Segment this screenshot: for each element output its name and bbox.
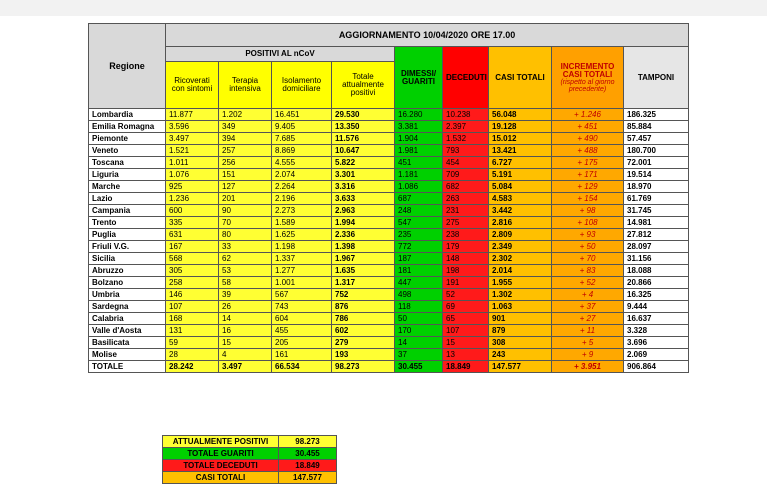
cell-dimessi: 1.181 bbox=[395, 169, 443, 181]
cell-terapia: 257 bbox=[219, 145, 272, 157]
table-row bbox=[89, 157, 689, 169]
cell-incremento: + 9 bbox=[552, 349, 624, 361]
cell-incremento: + 52 bbox=[552, 277, 624, 289]
table-row bbox=[89, 277, 689, 289]
cell-totale-positivi: 2.963 bbox=[332, 205, 395, 217]
cell-tamponi: 180.700 bbox=[624, 145, 689, 157]
cell-deceduti: 231 bbox=[443, 205, 489, 217]
cell-terapia: 394 bbox=[219, 133, 272, 145]
cell-totale-positivi: 786 bbox=[332, 313, 395, 325]
cell-terapia: 256 bbox=[219, 157, 272, 169]
cell-ricoverati: 131 bbox=[166, 325, 219, 337]
cell-tamponi: 31.156 bbox=[624, 253, 689, 265]
cell-incremento: + 70 bbox=[552, 253, 624, 265]
cell-isolamento: 161 bbox=[272, 349, 332, 361]
header-terapia: Terapia intensiva bbox=[219, 62, 272, 109]
cell-casi-totali: 3.442 bbox=[489, 205, 552, 217]
table-row bbox=[89, 301, 689, 313]
cell-isolamento: 205 bbox=[272, 337, 332, 349]
cell-totale-positivi: 10.647 bbox=[332, 145, 395, 157]
cell-deceduti: 2.397 bbox=[443, 121, 489, 133]
cell-tamponi: 14.981 bbox=[624, 217, 689, 229]
table-row bbox=[89, 193, 689, 205]
summary-value: 98.273 bbox=[279, 436, 337, 448]
cell-deceduti: 69 bbox=[443, 301, 489, 313]
cell-tamponi: 3.328 bbox=[624, 325, 689, 337]
cell-totale-positivi: 279 bbox=[332, 337, 395, 349]
cell-incremento: + 4 bbox=[552, 289, 624, 301]
cell-tamponi: 27.812 bbox=[624, 229, 689, 241]
cell-regione: Calabria bbox=[89, 313, 166, 325]
cell-casi-totali: 901 bbox=[489, 313, 552, 325]
cell-regione: Toscana bbox=[89, 157, 166, 169]
cell-tamponi: 28.097 bbox=[624, 241, 689, 253]
cell-regione: Valle d'Aosta bbox=[89, 325, 166, 337]
table-row bbox=[89, 205, 689, 217]
cell-incremento: + 451 bbox=[552, 121, 624, 133]
cell-isolamento: 2.196 bbox=[272, 193, 332, 205]
cell-tamponi: 72.001 bbox=[624, 157, 689, 169]
cell-terapia: 4 bbox=[219, 349, 272, 361]
total-cell-deceduti: 18.849 bbox=[443, 361, 489, 373]
cell-terapia: 151 bbox=[219, 169, 272, 181]
cell-terapia: 70 bbox=[219, 217, 272, 229]
cell-ricoverati: 631 bbox=[166, 229, 219, 241]
header-incremento-title: INCREMENTO CASI TOTALI bbox=[560, 61, 615, 79]
cell-casi-totali: 15.012 bbox=[489, 133, 552, 145]
cell-incremento: + 108 bbox=[552, 217, 624, 229]
cell-incremento: + 154 bbox=[552, 193, 624, 205]
cell-deceduti: 148 bbox=[443, 253, 489, 265]
cell-dimessi: 772 bbox=[395, 241, 443, 253]
cell-dimessi: 181 bbox=[395, 265, 443, 277]
cell-ricoverati: 568 bbox=[166, 253, 219, 265]
table-row bbox=[89, 145, 689, 157]
table-row bbox=[89, 337, 689, 349]
cell-terapia: 62 bbox=[219, 253, 272, 265]
cell-deceduti: 1.532 bbox=[443, 133, 489, 145]
cell-totale-positivi: 193 bbox=[332, 349, 395, 361]
cell-dimessi: 687 bbox=[395, 193, 443, 205]
header-dimessi: DIMESSI/ GUARITI bbox=[395, 47, 443, 109]
cell-tamponi: 85.884 bbox=[624, 121, 689, 133]
cell-incremento: + 490 bbox=[552, 133, 624, 145]
summary-label: ATTUALMENTE POSITIVI bbox=[163, 436, 279, 448]
header-incremento-note: (rispetto al giorno precedente) bbox=[560, 78, 615, 93]
cell-regione: Puglia bbox=[89, 229, 166, 241]
cell-regione: Molise bbox=[89, 349, 166, 361]
cell-casi-totali: 13.421 bbox=[489, 145, 552, 157]
cell-deceduti: 107 bbox=[443, 325, 489, 337]
cell-regione: Liguria bbox=[89, 169, 166, 181]
cell-isolamento: 8.869 bbox=[272, 145, 332, 157]
cell-totale-positivi: 2.336 bbox=[332, 229, 395, 241]
cell-deceduti: 65 bbox=[443, 313, 489, 325]
header-isolamento: Isolamento domiciliare bbox=[272, 62, 332, 109]
cell-dimessi: 187 bbox=[395, 253, 443, 265]
table-row bbox=[89, 349, 689, 361]
cell-isolamento: 16.451 bbox=[272, 109, 332, 121]
cell-regione: Sardegna bbox=[89, 301, 166, 313]
cell-isolamento: 743 bbox=[272, 301, 332, 313]
cell-dimessi: 3.381 bbox=[395, 121, 443, 133]
cell-casi-totali: 879 bbox=[489, 325, 552, 337]
cell-casi-totali: 308 bbox=[489, 337, 552, 349]
cell-casi-totali: 1.302 bbox=[489, 289, 552, 301]
cell-tamponi: 18.970 bbox=[624, 181, 689, 193]
cell-isolamento: 1.277 bbox=[272, 265, 332, 277]
cell-totale-positivi: 1.967 bbox=[332, 253, 395, 265]
cell-regione: Marche bbox=[89, 181, 166, 193]
cell-isolamento: 2.273 bbox=[272, 205, 332, 217]
table-row bbox=[89, 253, 689, 265]
cell-deceduti: 682 bbox=[443, 181, 489, 193]
cell-isolamento: 604 bbox=[272, 313, 332, 325]
cell-tamponi: 9.444 bbox=[624, 301, 689, 313]
summary-value: 18.849 bbox=[279, 460, 337, 472]
cell-incremento: + 37 bbox=[552, 301, 624, 313]
summary-value: 30.455 bbox=[279, 448, 337, 460]
cell-deceduti: 10.238 bbox=[443, 109, 489, 121]
summary-row bbox=[163, 472, 337, 484]
cell-incremento: + 175 bbox=[552, 157, 624, 169]
cell-deceduti: 191 bbox=[443, 277, 489, 289]
cell-dimessi: 248 bbox=[395, 205, 443, 217]
cell-totale-positivi: 3.301 bbox=[332, 169, 395, 181]
cell-dimessi: 235 bbox=[395, 229, 443, 241]
cell-terapia: 127 bbox=[219, 181, 272, 193]
cell-regione: Lombardia bbox=[89, 109, 166, 121]
cell-tamponi: 61.769 bbox=[624, 193, 689, 205]
table-row bbox=[89, 169, 689, 181]
cell-terapia: 16 bbox=[219, 325, 272, 337]
summary-value: 147.577 bbox=[279, 472, 337, 484]
cell-incremento: + 98 bbox=[552, 205, 624, 217]
cell-totale-positivi: 1.994 bbox=[332, 217, 395, 229]
cell-totale-positivi: 13.350 bbox=[332, 121, 395, 133]
cell-isolamento: 567 bbox=[272, 289, 332, 301]
summary-table bbox=[162, 435, 337, 484]
cell-isolamento: 9.405 bbox=[272, 121, 332, 133]
header-regione: Regione bbox=[89, 24, 166, 109]
cell-ricoverati: 258 bbox=[166, 277, 219, 289]
cell-isolamento: 2.074 bbox=[272, 169, 332, 181]
cell-totale-positivi: 1.317 bbox=[332, 277, 395, 289]
cell-ricoverati: 11.877 bbox=[166, 109, 219, 121]
cell-totale-positivi: 1.635 bbox=[332, 265, 395, 277]
cell-terapia: 1.202 bbox=[219, 109, 272, 121]
cell-dimessi: 14 bbox=[395, 337, 443, 349]
cell-dimessi: 16.280 bbox=[395, 109, 443, 121]
cell-dimessi: 498 bbox=[395, 289, 443, 301]
summary-label: CASI TOTALI bbox=[163, 472, 279, 484]
total-cell-casi-totali: 147.577 bbox=[489, 361, 552, 373]
cell-isolamento: 1.198 bbox=[272, 241, 332, 253]
summary-row bbox=[163, 448, 337, 460]
summary-label: TOTALE DECEDUTI bbox=[163, 460, 279, 472]
cell-tamponi: 31.745 bbox=[624, 205, 689, 217]
cell-incremento: + 171 bbox=[552, 169, 624, 181]
cell-casi-totali: 2.809 bbox=[489, 229, 552, 241]
cell-dimessi: 1.981 bbox=[395, 145, 443, 157]
cell-deceduti: 263 bbox=[443, 193, 489, 205]
total-cell-totale-positivi: 98.273 bbox=[332, 361, 395, 373]
table-row bbox=[89, 121, 689, 133]
cell-deceduti: 15 bbox=[443, 337, 489, 349]
total-cell-terapia: 3.497 bbox=[219, 361, 272, 373]
table-row bbox=[89, 313, 689, 325]
total-cell-dimessi: 30.455 bbox=[395, 361, 443, 373]
cell-dimessi: 1.086 bbox=[395, 181, 443, 193]
cell-dimessi: 547 bbox=[395, 217, 443, 229]
cell-regione: Sicilia bbox=[89, 253, 166, 265]
cell-deceduti: 238 bbox=[443, 229, 489, 241]
total-cell-tamponi: 906.864 bbox=[624, 361, 689, 373]
cell-deceduti: 13 bbox=[443, 349, 489, 361]
cell-ricoverati: 1.011 bbox=[166, 157, 219, 169]
cell-ricoverati: 3.497 bbox=[166, 133, 219, 145]
covid-regional-table bbox=[88, 23, 689, 373]
cell-deceduti: 52 bbox=[443, 289, 489, 301]
total-cell-ricoverati: 28.242 bbox=[166, 361, 219, 373]
header-tamponi: TAMPONI bbox=[624, 47, 689, 109]
table-row bbox=[89, 229, 689, 241]
cell-incremento: + 50 bbox=[552, 241, 624, 253]
total-cell-isolamento: 66.534 bbox=[272, 361, 332, 373]
cell-casi-totali: 19.128 bbox=[489, 121, 552, 133]
cell-isolamento: 1.589 bbox=[272, 217, 332, 229]
cell-terapia: 58 bbox=[219, 277, 272, 289]
cell-deceduti: 275 bbox=[443, 217, 489, 229]
cell-ricoverati: 600 bbox=[166, 205, 219, 217]
cell-regione: Basilicata bbox=[89, 337, 166, 349]
cell-casi-totali: 2.349 bbox=[489, 241, 552, 253]
total-cell-incremento: + 3.951 bbox=[552, 361, 624, 373]
header-positivi-group: POSITIVI AL nCoV bbox=[166, 47, 395, 62]
cell-terapia: 349 bbox=[219, 121, 272, 133]
summary-label: TOTALE GUARITI bbox=[163, 448, 279, 460]
cell-isolamento: 1.001 bbox=[272, 277, 332, 289]
cell-incremento: + 27 bbox=[552, 313, 624, 325]
cell-regione: Emilia Romagna bbox=[89, 121, 166, 133]
cell-terapia: 26 bbox=[219, 301, 272, 313]
cell-ricoverati: 168 bbox=[166, 313, 219, 325]
cell-casi-totali: 6.727 bbox=[489, 157, 552, 169]
cell-terapia: 15 bbox=[219, 337, 272, 349]
cell-incremento: + 129 bbox=[552, 181, 624, 193]
cell-dimessi: 170 bbox=[395, 325, 443, 337]
table-row bbox=[89, 265, 689, 277]
cell-incremento: + 5 bbox=[552, 337, 624, 349]
header-update: AGGIORNAMENTO 10/04/2020 ORE 17.00 bbox=[166, 24, 689, 47]
cell-casi-totali: 243 bbox=[489, 349, 552, 361]
cell-terapia: 201 bbox=[219, 193, 272, 205]
cell-isolamento: 4.555 bbox=[272, 157, 332, 169]
cell-incremento: + 488 bbox=[552, 145, 624, 157]
cell-totale-positivi: 752 bbox=[332, 289, 395, 301]
cell-casi-totali: 4.583 bbox=[489, 193, 552, 205]
cell-tamponi: 3.696 bbox=[624, 337, 689, 349]
cell-casi-totali: 2.014 bbox=[489, 265, 552, 277]
cell-terapia: 80 bbox=[219, 229, 272, 241]
cell-isolamento: 1.625 bbox=[272, 229, 332, 241]
cell-regione: Piemonte bbox=[89, 133, 166, 145]
cell-ricoverati: 1.076 bbox=[166, 169, 219, 181]
cell-tamponi: 57.457 bbox=[624, 133, 689, 145]
cell-regione: Campania bbox=[89, 205, 166, 217]
cell-incremento: + 83 bbox=[552, 265, 624, 277]
cell-totale-positivi: 29.530 bbox=[332, 109, 395, 121]
cell-dimessi: 451 bbox=[395, 157, 443, 169]
cell-deceduti: 709 bbox=[443, 169, 489, 181]
cell-ricoverati: 59 bbox=[166, 337, 219, 349]
table-row bbox=[89, 109, 689, 121]
cell-casi-totali: 1.063 bbox=[489, 301, 552, 313]
cell-terapia: 33 bbox=[219, 241, 272, 253]
total-cell-regione: TOTALE bbox=[89, 361, 166, 373]
cell-tamponi: 18.088 bbox=[624, 265, 689, 277]
cell-incremento: + 11 bbox=[552, 325, 624, 337]
cell-ricoverati: 107 bbox=[166, 301, 219, 313]
cell-dimessi: 118 bbox=[395, 301, 443, 313]
cell-ricoverati: 167 bbox=[166, 241, 219, 253]
cell-tamponi: 186.325 bbox=[624, 109, 689, 121]
header-casi-totali: CASI TOTALI bbox=[489, 47, 552, 109]
cell-casi-totali: 1.955 bbox=[489, 277, 552, 289]
header-totale-positivi: Totale attualmente positivi bbox=[332, 62, 395, 109]
totals-row bbox=[89, 361, 689, 373]
cell-regione: Bolzano bbox=[89, 277, 166, 289]
cell-regione: Lazio bbox=[89, 193, 166, 205]
cell-totale-positivi: 5.822 bbox=[332, 157, 395, 169]
cell-ricoverati: 335 bbox=[166, 217, 219, 229]
cell-casi-totali: 5.084 bbox=[489, 181, 552, 193]
cell-deceduti: 454 bbox=[443, 157, 489, 169]
cell-ricoverati: 305 bbox=[166, 265, 219, 277]
cell-totale-positivi: 876 bbox=[332, 301, 395, 313]
table-row bbox=[89, 133, 689, 145]
cell-tamponi: 19.514 bbox=[624, 169, 689, 181]
cell-tamponi: 16.637 bbox=[624, 313, 689, 325]
header-ricoverati: Ricoverati con sintomi bbox=[166, 62, 219, 109]
cell-totale-positivi: 1.398 bbox=[332, 241, 395, 253]
table-row bbox=[89, 241, 689, 253]
cell-terapia: 39 bbox=[219, 289, 272, 301]
cell-totale-positivi: 602 bbox=[332, 325, 395, 337]
cell-isolamento: 1.337 bbox=[272, 253, 332, 265]
cell-deceduti: 179 bbox=[443, 241, 489, 253]
cell-tamponi: 2.069 bbox=[624, 349, 689, 361]
cell-ricoverati: 146 bbox=[166, 289, 219, 301]
table-row bbox=[89, 181, 689, 193]
cell-dimessi: 50 bbox=[395, 313, 443, 325]
cell-regione: Veneto bbox=[89, 145, 166, 157]
cell-dimessi: 1.904 bbox=[395, 133, 443, 145]
cell-casi-totali: 2.302 bbox=[489, 253, 552, 265]
cell-tamponi: 16.325 bbox=[624, 289, 689, 301]
table-row bbox=[89, 325, 689, 337]
cell-isolamento: 7.685 bbox=[272, 133, 332, 145]
cell-regione: Friuli V.G. bbox=[89, 241, 166, 253]
cell-regione: Umbria bbox=[89, 289, 166, 301]
cell-terapia: 90 bbox=[219, 205, 272, 217]
summary-row bbox=[163, 460, 337, 472]
summary-row bbox=[163, 436, 337, 448]
cell-ricoverati: 1.521 bbox=[166, 145, 219, 157]
cell-dimessi: 37 bbox=[395, 349, 443, 361]
table-row bbox=[89, 217, 689, 229]
cell-totale-positivi: 11.576 bbox=[332, 133, 395, 145]
table-row bbox=[89, 289, 689, 301]
cell-totale-positivi: 3.316 bbox=[332, 181, 395, 193]
cell-incremento: + 93 bbox=[552, 229, 624, 241]
cell-incremento: + 1.246 bbox=[552, 109, 624, 121]
cell-ricoverati: 1.236 bbox=[166, 193, 219, 205]
cell-ricoverati: 3.596 bbox=[166, 121, 219, 133]
cell-casi-totali: 2.816 bbox=[489, 217, 552, 229]
cell-isolamento: 2.264 bbox=[272, 181, 332, 193]
cell-casi-totali: 56.048 bbox=[489, 109, 552, 121]
cell-terapia: 14 bbox=[219, 313, 272, 325]
header-incremento bbox=[552, 47, 624, 109]
cell-regione: Abruzzo bbox=[89, 265, 166, 277]
cell-regione: Trento bbox=[89, 217, 166, 229]
cell-deceduti: 793 bbox=[443, 145, 489, 157]
cell-casi-totali: 5.191 bbox=[489, 169, 552, 181]
cell-terapia: 53 bbox=[219, 265, 272, 277]
cell-ricoverati: 925 bbox=[166, 181, 219, 193]
cell-dimessi: 447 bbox=[395, 277, 443, 289]
window-top-bar bbox=[0, 0, 767, 16]
cell-deceduti: 198 bbox=[443, 265, 489, 277]
cell-ricoverati: 28 bbox=[166, 349, 219, 361]
cell-totale-positivi: 3.633 bbox=[332, 193, 395, 205]
cell-tamponi: 20.866 bbox=[624, 277, 689, 289]
header-deceduti: DECEDUTI bbox=[443, 47, 489, 109]
cell-isolamento: 455 bbox=[272, 325, 332, 337]
